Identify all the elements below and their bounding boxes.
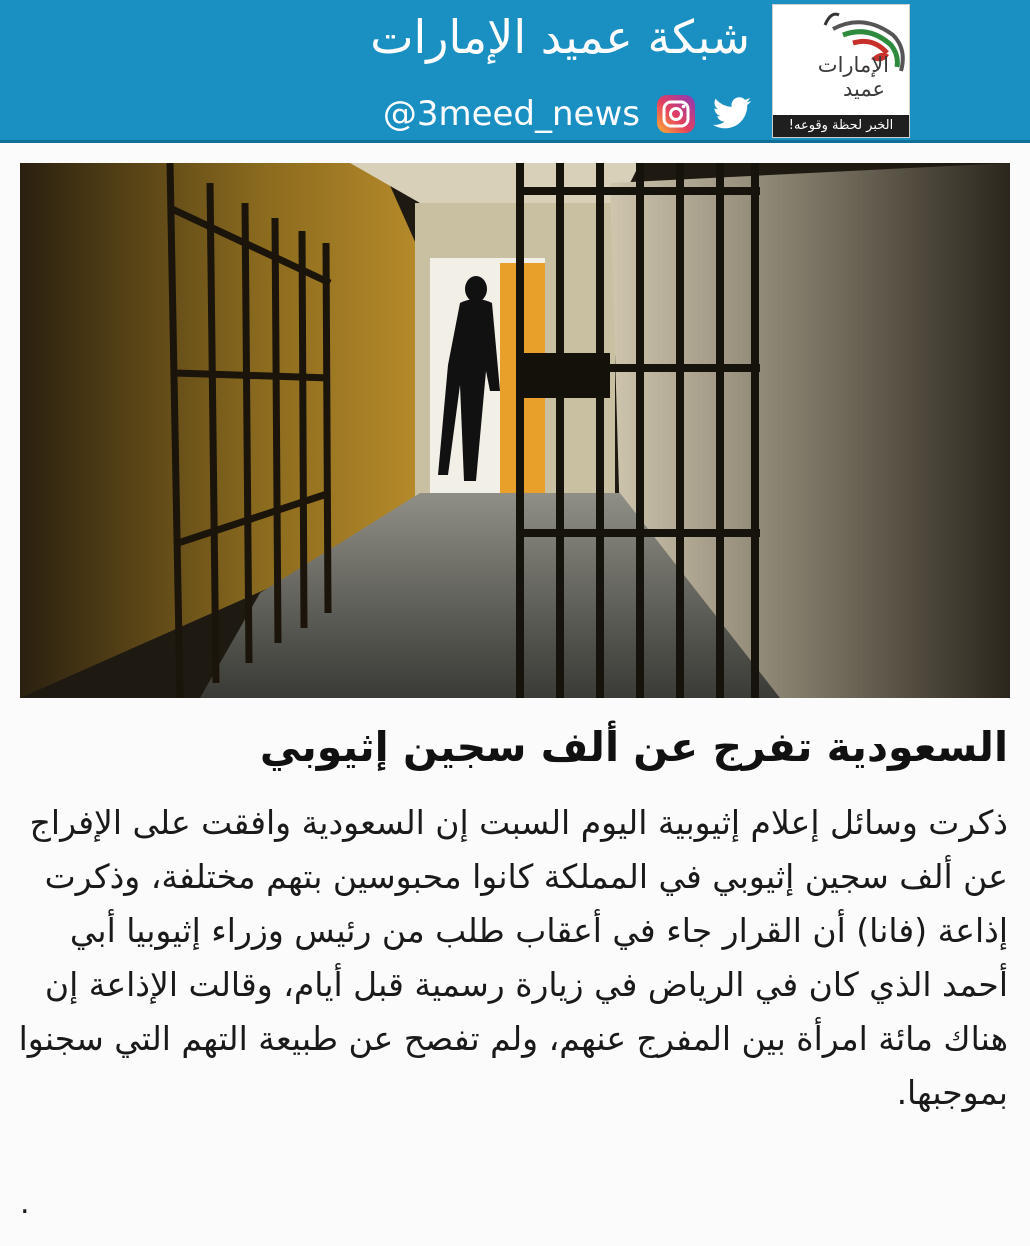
social-row — [383, 92, 752, 136]
trailing-dot: . — [20, 1186, 30, 1221]
article-photo[interactable] — [20, 163, 1010, 698]
article-body: ذكرت وسائل إعلام إثيوبية اليوم السبت إن السعودية وافقت على الإفراج عن ألف سجين إثيوبي في المملكة كانوا محبوسين بتهم مختلفة، وذكرت إذاعة (فانا) أن القرار جاء في أعقاب طلب من رئيس وزراء إثيوبيا أبي أحمد الذي كان في الرياض في زيارة رسمية قبل أيام، وقالت الإذاعة إن هناك مائة امرأة بين المفرج عنهم، ولم تفصح عن طبيعة التهم التي سجنوا بموجبها. — [18, 803, 1008, 1112]
brand-logo[interactable] — [772, 4, 910, 138]
logo-text-line1: الإمارات — [817, 53, 889, 77]
instagram-icon[interactable] — [656, 94, 696, 134]
social-handle[interactable]: @3meed_news — [382, 94, 640, 134]
article-headline: السعودية تفرج عن ألف سجين إثيوبي — [259, 723, 1008, 771]
header-divider — [0, 140, 1030, 143]
twitter-icon[interactable] — [712, 97, 752, 131]
logo-tagline: الخبر لحظة وقوعه! — [773, 115, 909, 137]
header-bar — [0, 0, 1030, 142]
logo-text-line2: عميد — [842, 77, 885, 101]
site-title: شبكة عميد الإمارات — [370, 10, 750, 64]
